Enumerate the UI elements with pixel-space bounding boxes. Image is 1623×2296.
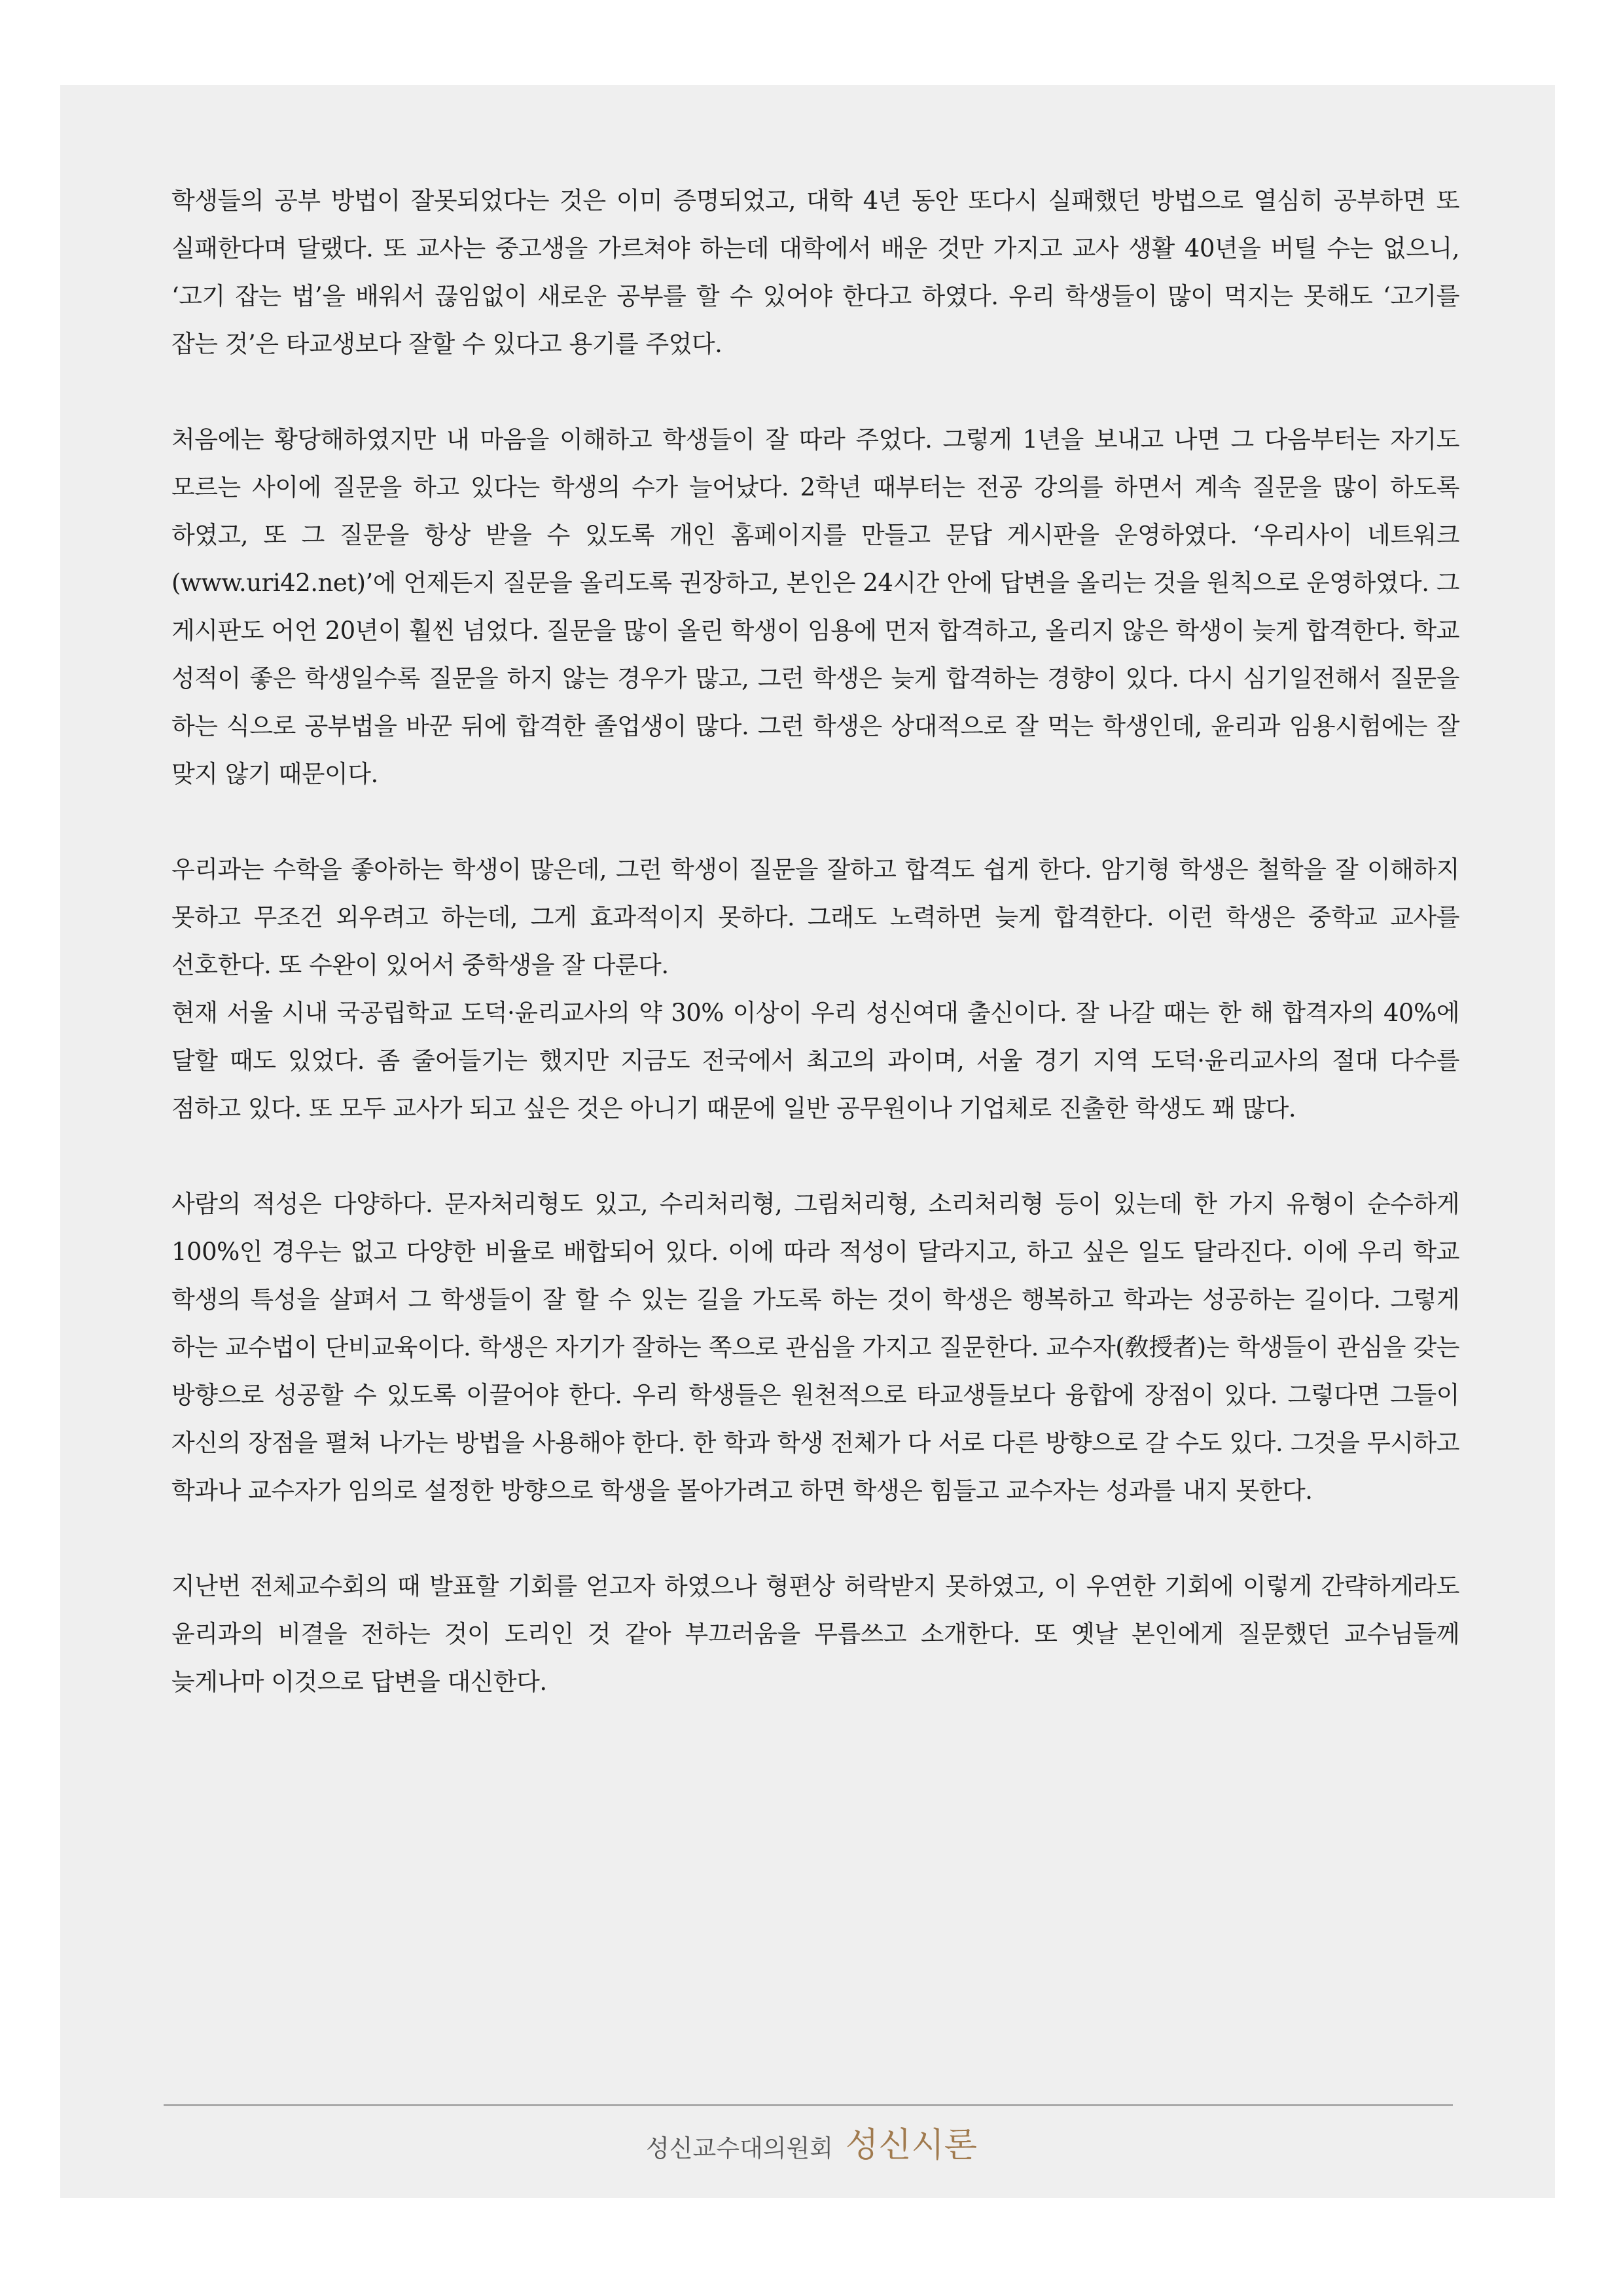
page-footer <box>0 2117 1623 2166</box>
document-page <box>60 85 1555 2198</box>
paragraph-3: 우리과는 수학을 좋아하는 학생이 많은데, 그런 학생이 질문을 잘하고 합격도 쉽게 한다. 암기형 학생은 철학을 잘 이해하지 못하고 무조건 외우려고 하는데, 그게 효과적이지 못하다. 그래도 노력하면 늦게 합격한다. 이런 학생은 중학교 교사를 선호한다. 또 수완이 있어서 중학생을 잘 다룬다. <box>171 855 1459 979</box>
paragraph-5: 사람의 적성은 다양하다. 문자처리형도 있고, 수리처리형, 그림처리형, 소리처리형 등이 있는데 한 가지 유형이 순수하게 100%인 경우는 없고 다양한 비율로 배합되어 있다. 이에 따라 적성이 달라지고, 하고 싶은 일도 달라진다. 이에 우리 학교 학생의 특성을 살펴서 그 학생들이 잘 할 수 있는 길을 가도록 하는 것이 학생은 행복하고 학과는 성공하는 길이다. 그렇게 하는 교수법이 단비교육이다. 학생은 자기가 잘하는 쪽으로 관심을 가지고 질문한다. 교수자(敎授者)는 학생들이 관심을 갖는 방향으로 성공할 수 있도록 이끌어야 한다. 우리 학생들은 원천적으로 타교생들보다 융합에 장점이 있다. 그렇다면 그들이 자신의 장점을 펼쳐 나가는 방법을 사용해야 한다. 한 학과 학생 전체가 다 서로 다른 방향으로 갈 수도 있다. 그것을 무시하고 학과나 교수자가 임의로 설정한 방향으로 학생을 몰아가려고 하면 학생은 힘들고 교수자는 성과를 내지 못한다. <box>171 1190 1459 1505</box>
paragraph-group <box>171 846 1459 1132</box>
footer-publication-title: 성신시론 <box>846 2126 977 2165</box>
paragraph-6: 지난번 전체교수회의 때 발표할 기회를 얻고자 하였으나 형편상 허락받지 못하였고, 이 우연한 기회에 이렇게 간략하게라도 윤리과의 비결을 전하는 것이 도리인 것 같아 부끄러움을 무릅쓰고 소개한다. 또 옛날 본인에게 질문했던 교수님들께 늦게나마 이것으로 답변을 대신한다. <box>171 1572 1459 1696</box>
article-body <box>171 177 1459 1753</box>
footer-divider <box>164 2104 1453 2106</box>
paragraph-2: 처음에는 황당해하였지만 내 마음을 이해하고 학생들이 잘 따라 주었다. 그렇게 1년을 보내고 나면 그 다음부터는 자기도 모르는 사이에 질문을 하고 있다는 학생의 수가 늘어났다. 2학년 때부터는 전공 강의를 하면서 계속 질문을 많이 하도록 하였고, 또 그 질문을 항상 받을 수 있도록 개인 홈페이지를 만들고 문답 게시판을 운영하였다. ‘우리사이 네트워크(www.uri42.net)’에 언제든지 질문을 올리도록 권장하고, 본인은 24시간 안에 답변을 올리는 것을 원칙으로 운영하였다. 그 게시판도 어언 20년이 훨씬 넘었다. 질문을 많이 올린 학생이 임용에 먼저 합격하고, 올리지 않은 학생이 늦게 합격한다. 학교 성적이 좋은 학생일수록 질문을 하지 않는 경우가 많고, 그런 학생은 늦게 합격하는 경향이 있다. 다시 심기일전해서 질문을 하는 식으로 공부법을 바꾼 뒤에 합격한 졸업생이 많다. 그런 학생은 상대적으로 잘 먹는 학생인데, 윤리과 임용시험에는 잘 맞지 않기 때문이다. <box>171 425 1459 788</box>
footer-organization: 성신교수대의원회 <box>646 2134 833 2162</box>
paragraph-4: 현재 서울 시내 국공립학교 도덕·윤리교사의 약 30% 이상이 우리 성신여대 출신이다. 잘 나갈 때는 한 해 합격자의 40%에 달할 때도 있었다. 좀 줄어들기는 했지만 지금도 전국에서 최고의 과이며, 서울 경기 지역 도덕·윤리교사의 절대 다수를 점하고 있다. 또 모두 교사가 되고 싶은 것은 아니기 때문에 일반 공무원이나 기업체로 진출한 학생도 꽤 많다. <box>171 999 1459 1122</box>
paragraph-1: 학생들의 공부 방법이 잘못되었다는 것은 이미 증명되었고, 대학 4년 동안 또다시 실패했던 방법으로 열심히 공부하면 또 실패한다며 달랬다. 또 교사는 중고생을 가르쳐야 하는데 대학에서 배운 것만 가지고 교사 생활 40년을 버틸 수는 없으니, ‘고기 잡는 법’을 배워서 끊임없이 새로운 공부를 할 수 있어야 한다고 하였다. 우리 학생들이 많이 먹지는 못해도 ‘고기를 잡는 것’은 타교생보다 잘할 수 있다고 용기를 주었다. <box>171 187 1459 358</box>
